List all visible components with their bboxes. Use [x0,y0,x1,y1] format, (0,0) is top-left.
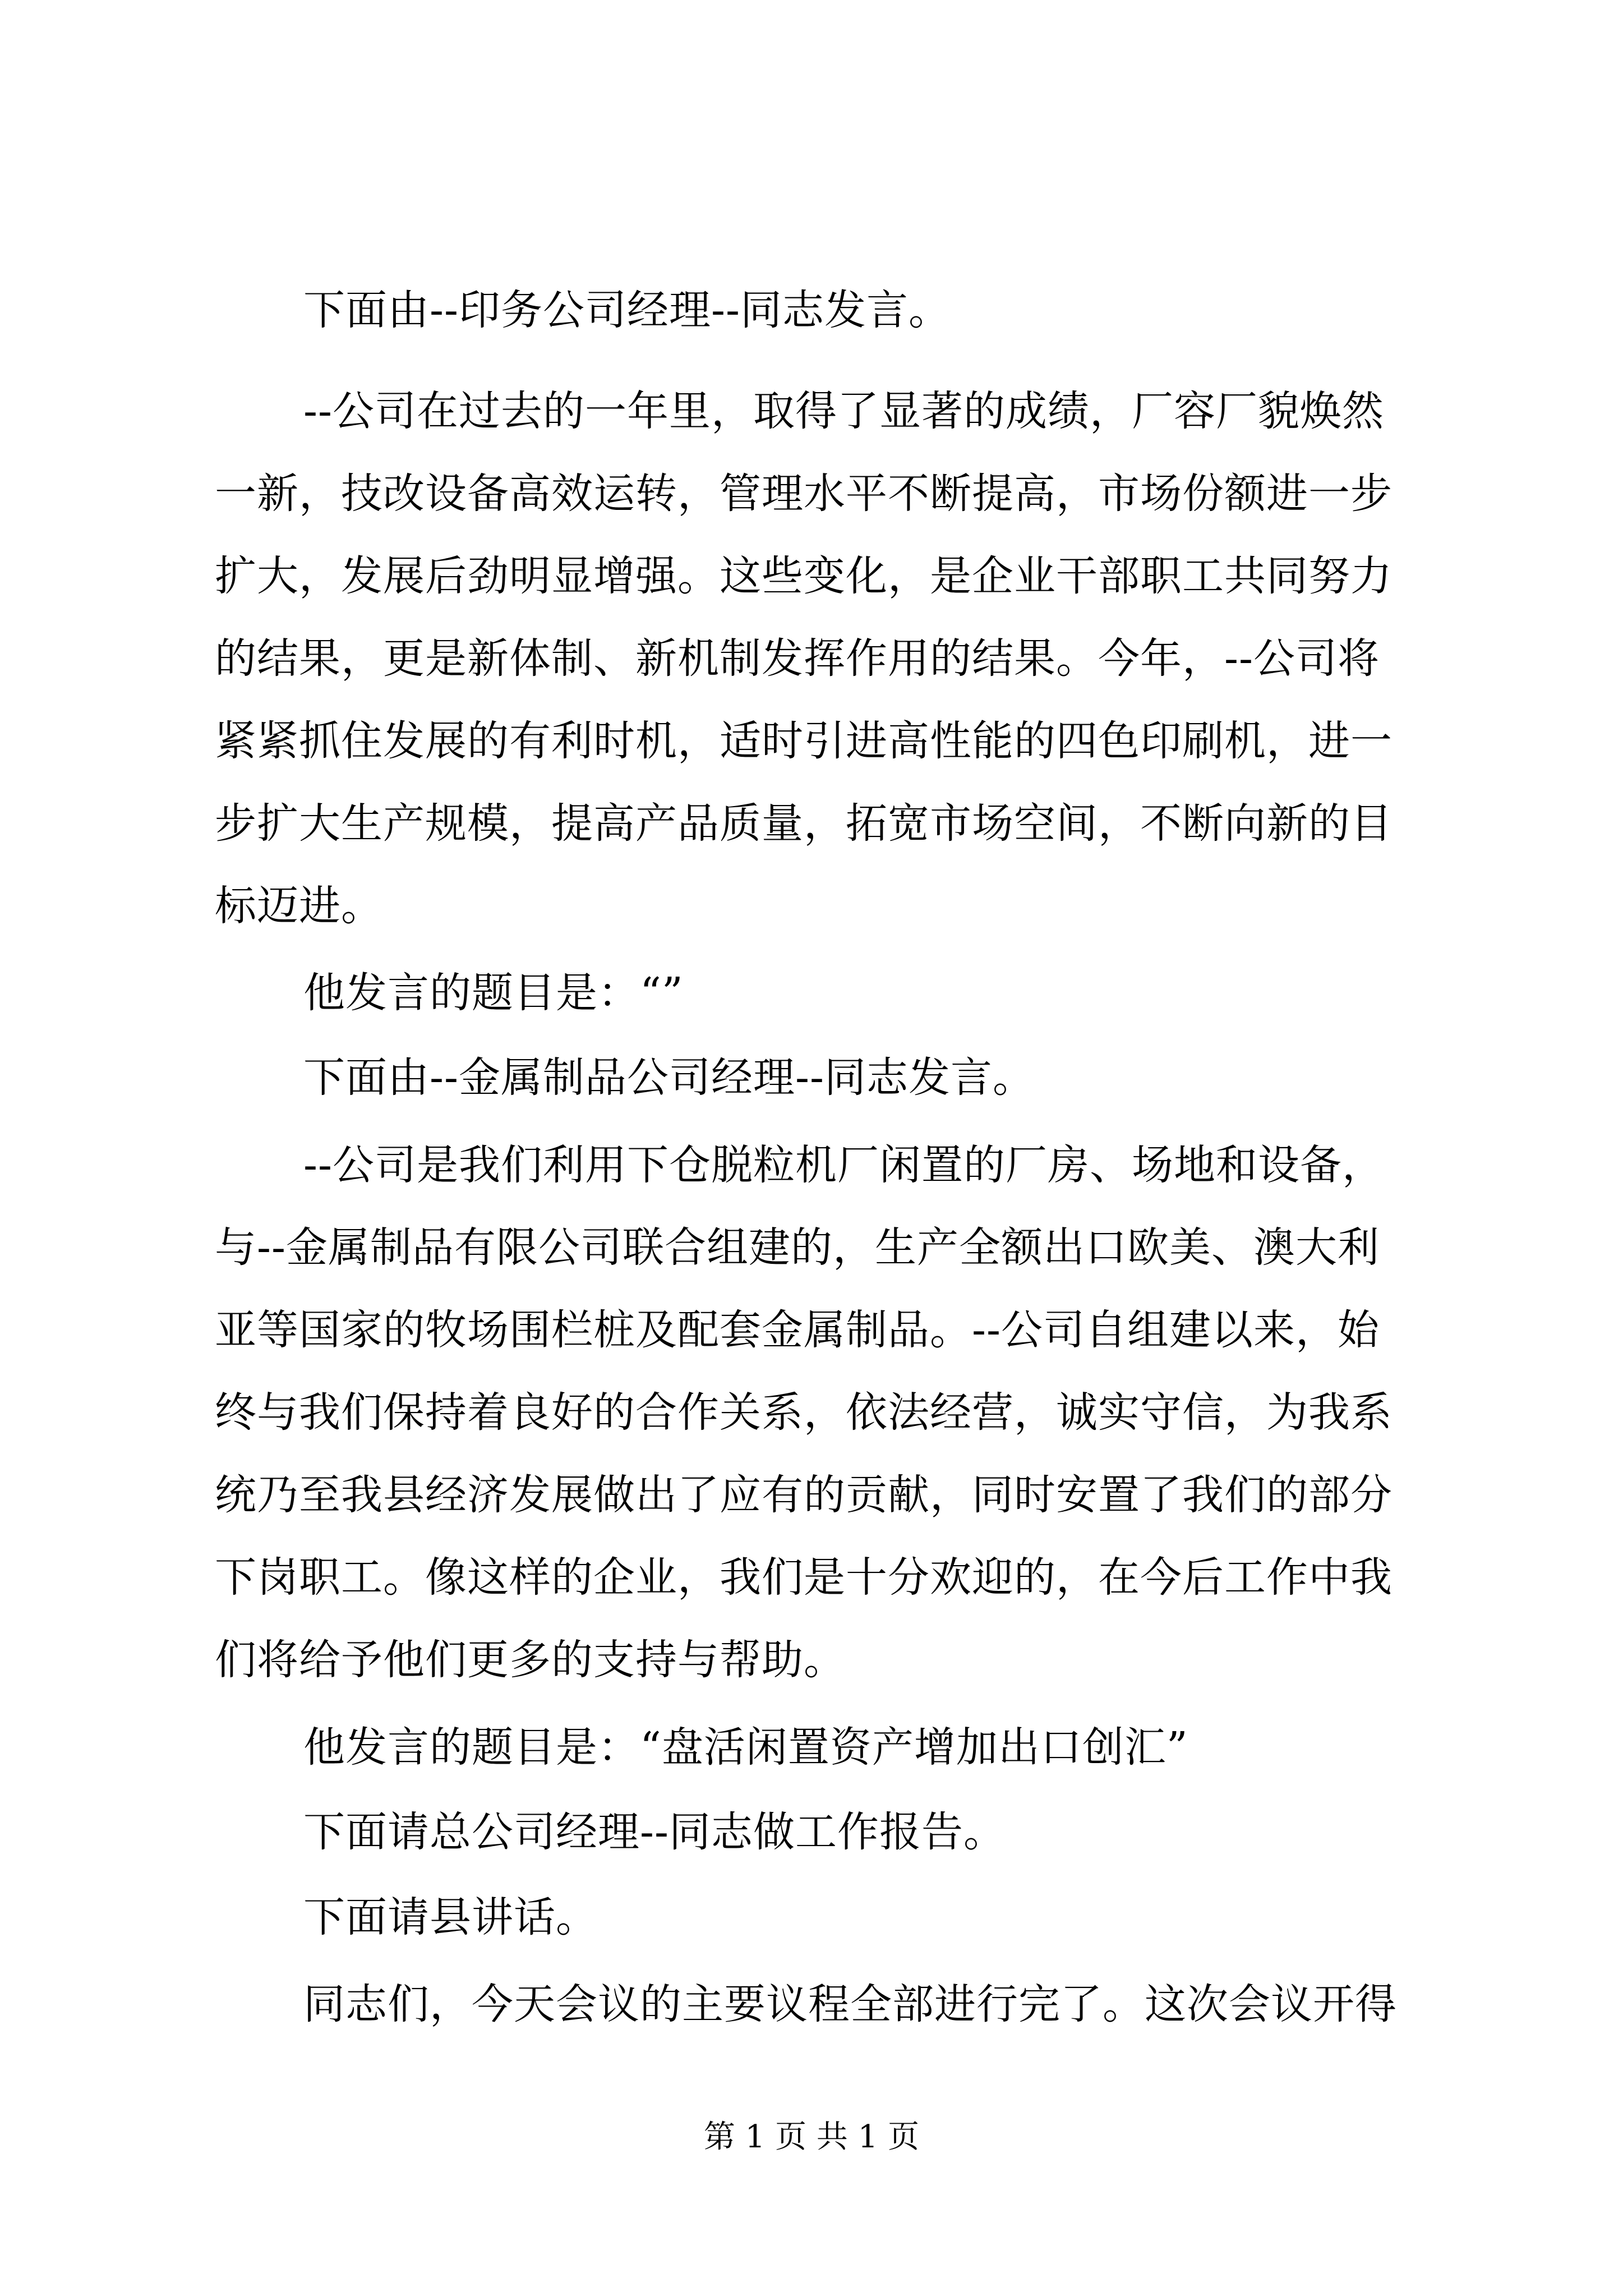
paragraph-line: 他发言的题目是：“盘活闲置资产增加出口创汇” [303,1723,1188,1772]
paragraph-line: 终与我们保持着良好的合作关系，依法经营，诚实守信，为我系 [215,1388,1393,1437]
paragraph-line: 统乃至我县经济发展做出了应有的贡献，同时安置了我们的部分 [215,1471,1393,1519]
paragraph-line: 亚等国家的牧场围栏桩及配套金属制品。--公司自组建以来，始 [215,1306,1380,1354]
paragraph-line: 标迈进。 [215,882,383,930]
paragraph-line: 步扩大生产规模，提高产品质量，拓宽市场空间，不断向新的目 [215,799,1393,848]
paragraph-line: 们将给予他们更多的支持与帮助。 [215,1636,846,1684]
paragraph-line: 一新，技改设备高效运转，管理水平不断提高，市场份额进一步 [215,470,1393,518]
paragraph-line: 与--金属制品有限公司联合组建的，生产全额出口欧美、澳大利 [215,1223,1380,1272]
paragraph-line: 同志们，今天会议的主要议程全部进行完了。这次会议开得 [303,1980,1397,2028]
page-number-footer: 第 1 页 共 1 页 [703,2119,920,2155]
paragraph-line: 下面请县讲话。 [303,1893,598,1941]
paragraph-line: 下面请总公司经理--同志做工作报告。 [303,1808,1006,1856]
paragraph-line: --公司在过去的一年里，取得了显著的成绩，厂容厂貌焕然 [303,387,1385,435]
paragraph-line: 下面由--印务公司经理--同志发言。 [303,286,951,334]
paragraph-line: 的结果，更是新体制、新机制发挥作用的结果。今年，--公司将 [215,634,1380,683]
paragraph-line: 他发言的题目是：“” [303,969,684,1017]
paragraph-line: 扩大，发展后劲明显增强。这些变化，是企业干部职工共同努力 [215,552,1393,600]
paragraph-line: --公司是我们利用下仓脱粒机厂闲置的厂房、场地和设备， [303,1141,1385,1189]
paragraph-line: 下岗职工。像这样的企业，我们是十分欢迎的，在今后工作中我 [215,1553,1393,1602]
paragraph-line: 紧紧抓住发展的有利时机，适时引进高性能的四色印刷机，进一 [215,717,1393,765]
paragraph-line: 下面由--金属制品公司经理--同志发言。 [303,1053,1035,1102]
